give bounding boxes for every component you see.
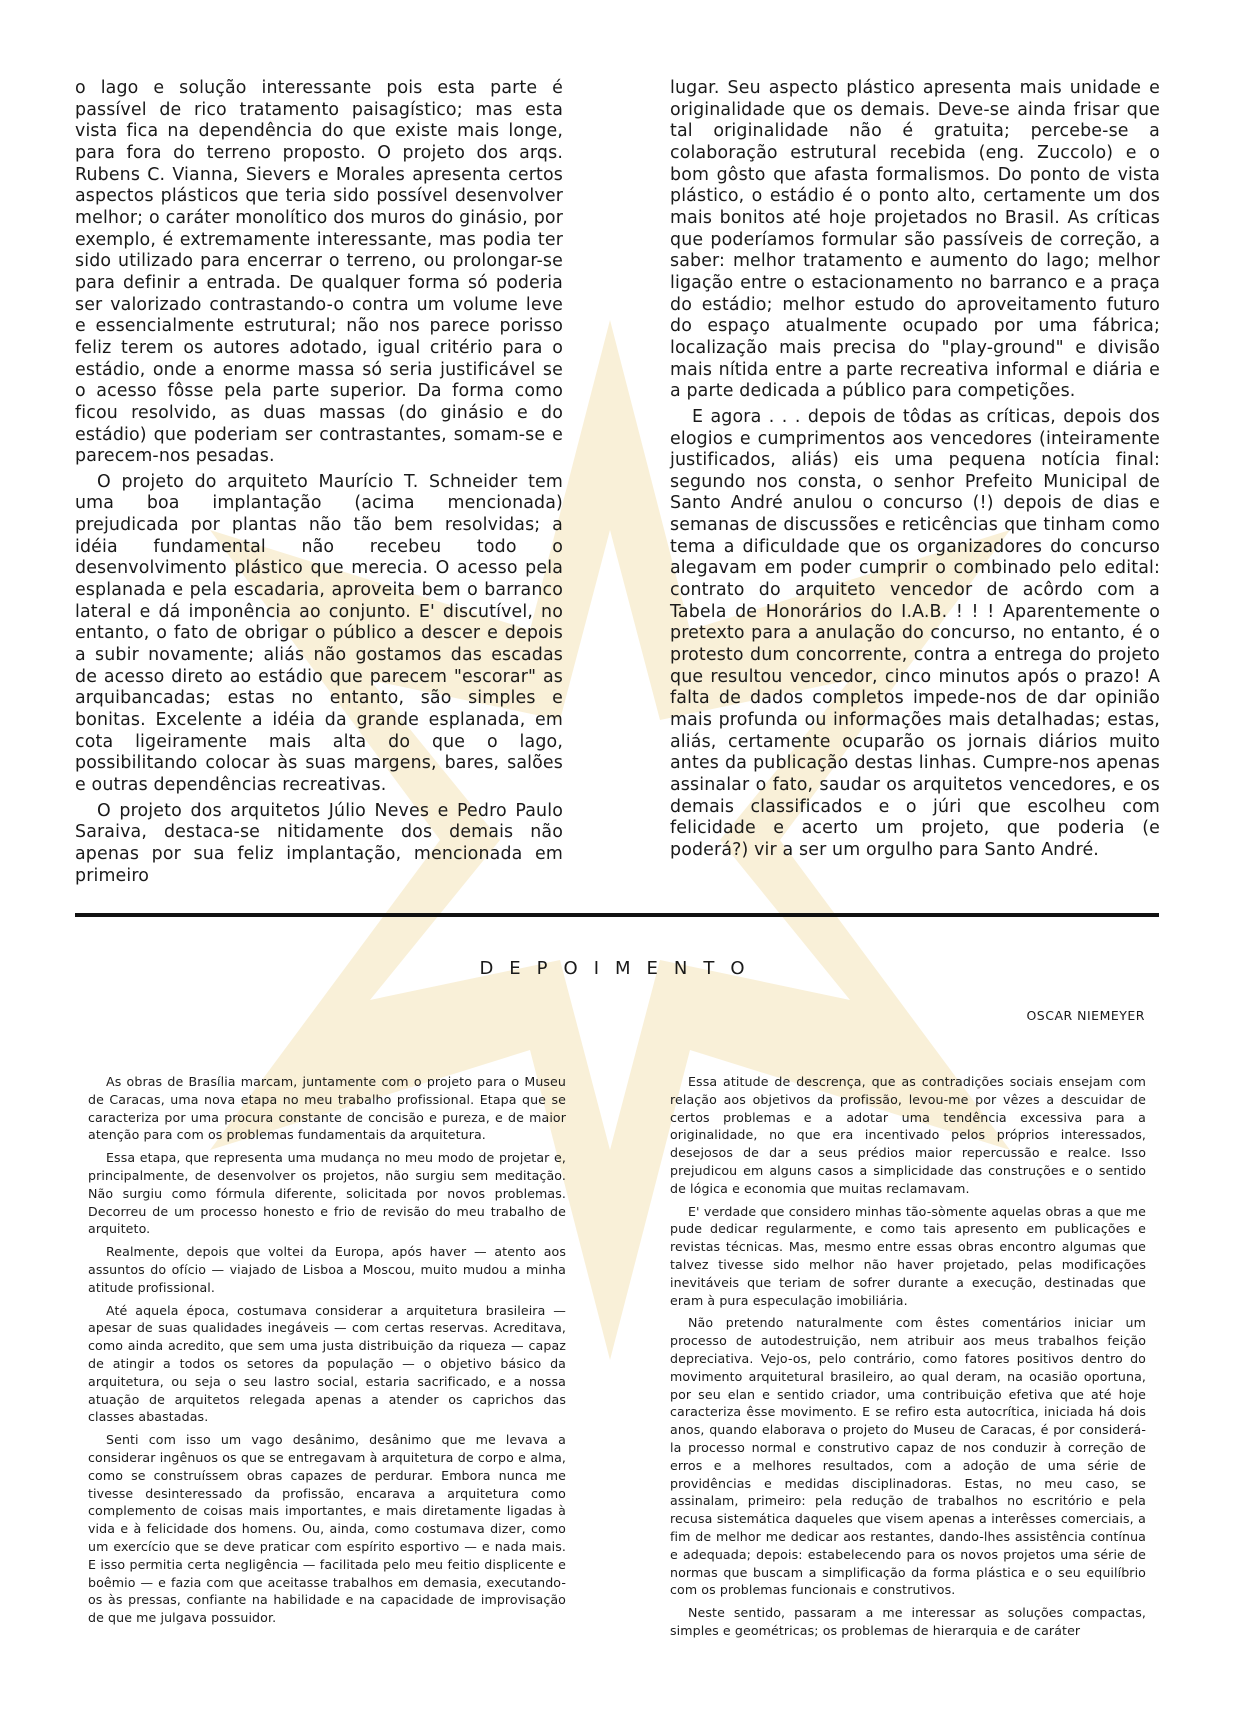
- depoimento-paragraph: Não pretendo naturalmente com êstes comentários iniciar um processo de autodestruição, nem atribuir aos meus trabalhos feição depreciativa. Vejo-os, pelo contrário, como fatores positivos dentro do movimento arquitetural brasileiro, ao qual deram, na ocasião oportuna, por seu elan e sentido criador, uma contribuição efetiva que até hoje caracteriza êsse movimento. E se refiro esta autocrítica, iniciada há dois anos, quando elaborava o projeto do Museu de Caracas, é por considerá-la processo normal e construtivo capaz de nos conduzir à correção de erros e a melhores resultados, com a adoção de uma série de providências e medidas disciplinadoras. Estas, no meu caso, se assinalam, primeiro: pela redução de trabalhos no escritório e pela recusa sistemática daqueles que visem apenas a interêsses comerciais, a fim de melhor me dedicar aos restantes, dando-lhes assistência contínua e adequada; depois: estabelecendo para os novos projetos uma série de normas que buscam a simplificação da forma plástica e o seu equilíbrio com os problemas funcionais e construtivos.: [670, 1315, 1146, 1598]
- article-column-top-right: [670, 78, 1160, 862]
- article-paragraph: O projeto do arquiteto Maurício T. Schneider tem uma boa implantação (acima mencionada) prejudicada por plantas não tão bem resolvidas; a idéia fundamental não recebeu todo o desenvolvimento plástico que merecia. O acesso pela esplanada e pela escadaria, aproveita bem o barranco lateral e dá imponência ao conjunto. E' discutível, no entanto, o fato de obrigar o público a descer e depois a subir novamente; aliás não gostamos das escadas de acesso direto ao estádio que parecem "escorar" as arquibancadas; estas no entanto, são simples e bonitas. Excelente a idéia da grande esplanada, em cota ligeiramente mais alta do que o lago, possibilitando colocar às suas margens, bares, salões e outras dependências recreativas.: [75, 471, 563, 795]
- depoimento-paragraph: Essa atitude de descrença, que as contradições sociais ensejam com relação aos objetivos da profissão, levou-me por vêzes a descuidar de certos problemas e a adotar uma tendência excessiva para a originalidade, no que era incentivado pelos próprios interessados, desejosos de dar a seus prédios maior repercussão e realce. Isso prejudicou em alguns casos a simplicidade das construções e o sentido de lógica e economia que muitas reclamavam.: [670, 1074, 1146, 1196]
- depoimento-paragraph: Neste sentido, passaram a me interessar as soluções compactas, simples e geométricas; os problemas de hierarquia e de caráter: [670, 1605, 1146, 1638]
- article-paragraph: lugar. Seu aspecto plástico apresenta mais unidade e originalidade que os demais. Deve-se ainda frisar que tal originalidade não é gratuita; percebe-se a colaboração estrutural recebida (eng. Zuccolo) e o bom gôsto que afasta formalismos. Do ponto de vista plástico, o estádio é o ponto alto, certamente um dos mais bonitos até hoje projetados no Brasil. As críticas que poderíamos formular são passíveis de correção, a saber: melhor tratamento e aumento do lago; melhor ligação entre o estacionamento no barranco e a praça do estádio; melhor estudo do aproveitamento futuro do espaço atualmente ocupado por uma fábrica; localização mais precisa do "play-ground" e divisão mais nítida entre a parte recreativa informal e diária e a parte dedicada a público para competições.: [670, 78, 1160, 402]
- section-title: DEPOIMENTO: [479, 958, 761, 979]
- depoimento-paragraph: As obras de Brasília marcam, juntamente com o projeto para o Museu de Caracas, uma nova etapa no meu trabalho profissional. Etapa que se caracteriza por uma procura constante de concisão e pureza, e de maior atenção para com os problemas fundamentais da arquitetura.: [88, 1074, 566, 1143]
- article-paragraph: o lago e solução interessante pois esta parte é passível de rico tratamento paisagístico; mas esta vista fica na dependência do que existe mais longe, para fora do terreno proposto. O projeto dos arqs. Rubens C. Vianna, Sievers e Morales apresenta certos aspectos plásticos que teria sido possível desenvolver melhor; o caráter monolítico dos muros do ginásio, por exemplo, é extremamente interessante, mas podia ter sido utilizado para encerrar o terreno, ou prolongar-se para definir a entrada. De qualquer forma só poderia ser valorizado contrastando-o contra um volume leve e essencialmente estrutural; não nos parece porisso feliz terem os autores adotado, igual critério para o estádio, onde a enorme massa só seria justificável se o acesso fôsse pela parte superior. Da forma como ficou resolvido, as duas massas (do ginásio e do estádio) que poderiam ser contrastantes, somam-se e parecem-nos pesadas.: [75, 78, 563, 467]
- author-name: OSCAR NIEMEYER: [1026, 1008, 1145, 1023]
- article-paragraph: O projeto dos arquitetos Júlio Neves e Pedro Paulo Saraiva, destaca-se nitidamente dos demais não apenas por sua feliz implantação, mencionada em primeiro: [75, 800, 563, 886]
- depoimento-paragraph: Essa etapa, que representa uma mudança no meu modo de projetar e, principalmente, de desenvolver os projetos, não surgiu sem meditação. Não surgiu como fórmula diferente, solicitada por novos problemas. Decorreu de um processo honesto e frio de revisão do meu trabalho de arquiteto.: [88, 1150, 566, 1237]
- depoimento-paragraph: Senti com isso um vago desânimo, desânimo que me levava a considerar ingênuos os que se entregavam à arquitetura de corpo e alma, como se construíssem obras capazes de perdurar. Embora nunca me tivesse desinteressado da profissão, encarava a arquitetura como complemento de coisas mais importantes, e mais diretamente ligadas à vida e à felicidade dos homens. Ou, ainda, como costumava dizer, como um exercício que se deve praticar com espírito esportivo — e nada mais. E isso permitia certa negligência — facilitada pelo meu feitio displicente e boêmio — e fazia com que aceitasse trabalhos em demasia, executando-os às pressas, confiante na habilidade e na capacidade de improvisação de que me julgava possuidor.: [88, 1432, 566, 1626]
- article-paragraph: E agora . . . depois de tôdas as críticas, depois dos elogios e cumprimentos aos vencedores (inteiramente justificados, aliás) eis uma pequena notícia final: segundo nos consta, o senhor Prefeito Municipal de Santo André anulou o concurso (!) depois de dias e semanas de discussões e reticências que tinham como tema a dificuldade que os organizadores do concurso alegavam em poder cumprir o combinado pelo edital: contrato do arquiteto vencedor de acôrdo com a Tabela de Honorários do I.A.B. ! ! ! Aparentemente o pretexto para a anulação do concurso, no entanto, é o protesto dum concorrente, contra a entrega do projeto que resultou vencedor, cinco minutos após o prazo! A falta de dados completos impede-nos de dar opinião mais profunda ou informações mais detalhadas; estas, aliás, certamente ocuparão os jornais diários muito antes da publicação destas linhas. Cumpre-nos apenas assinalar o fato, saudar os arquitetos vencedores, e os demais classificados e o júri que escolheu com felicidade e acerto um projeto, que poderia (e poderá?) vir a ser um orgulho para Santo André.: [670, 406, 1160, 860]
- article-column-top-left: [75, 78, 563, 887]
- depoimento-column-right: [670, 1073, 1146, 1640]
- section-divider-rule: [75, 913, 1159, 917]
- depoimento-paragraph: Realmente, depois que voltei da Europa, após haver — atento aos assuntos do ofício — viajado de Lisboa a Moscou, muito mudou a minha atitude profissional.: [88, 1244, 566, 1295]
- depoimento-paragraph: Até aquela época, costumava considerar a arquitetura brasileira — apesar de suas qualidades inegáveis — com certas reservas. Acreditava, como ainda acredito, que sem uma justa distribuição da riqueza — capaz de atingir a todos os setores da população — o objetivo básico da arquitetura, ou seja o seu lastro social, estaria sacrificado, e a nossa atuação de arquitetos relegada apenas a atender os caprichos das classes abastadas.: [88, 1302, 566, 1425]
- depoimento-paragraph: E' verdade que considero minhas tão-sòmente aquelas obras a que me pude dedicar regularmente, e como tais apresento em publicações e revistas técnicas. Mas, mesmo entre essas obras encontro algumas que talvez tivesse sido melhor não haver projetado, pelas modificações inevitáveis que teriam de sofrer durante a execução, destinadas que eram à pura especulação imobiliária.: [670, 1203, 1146, 1308]
- depoimento-column-left: [88, 1073, 566, 1627]
